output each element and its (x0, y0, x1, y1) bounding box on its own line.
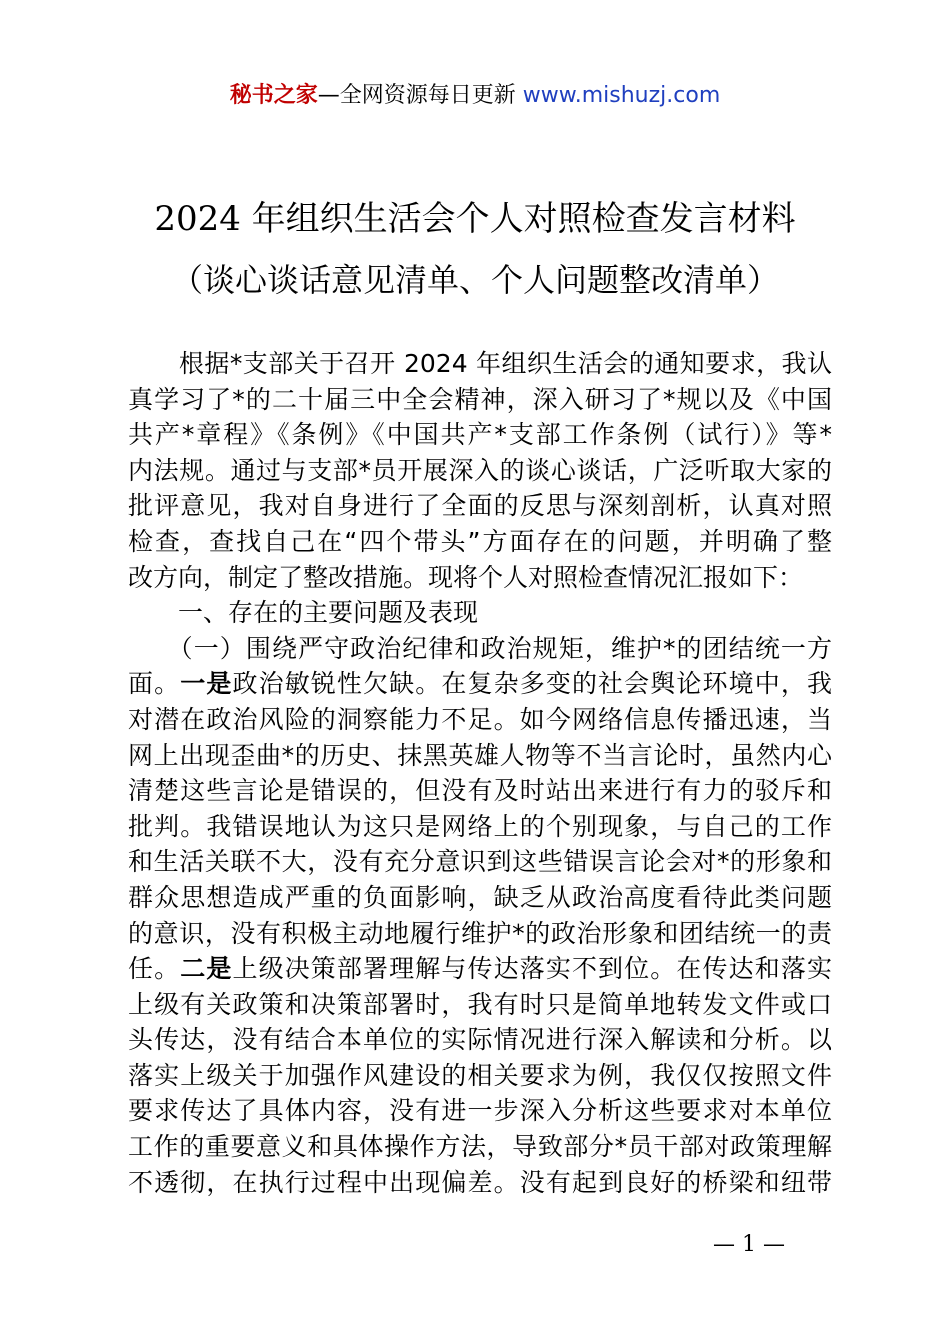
body-line: 真学习了*的二十届三中全会精神，深入研习了*规以及《中国 (128, 384, 832, 414)
body-line: 不透彻，在执行过程中出现偏差。没有起到良好的桥梁和纽带 (128, 1167, 832, 1197)
body-line: 要求传达了具体内容，没有进一步深入分析这些要求对本单位 (128, 1096, 832, 1126)
header-tagline: —全网资源每日更新 (317, 83, 523, 108)
body-line: 网上出现歪曲*的历史、抹黑英雄人物等不当言论时，虽然内心 (128, 740, 832, 770)
body-line: 批判。我错误地认为这只是网络上的个别现象，与自己的工作 (128, 811, 832, 841)
body-line: 对潜在政治风险的洞察能力不足。如今网络信息传播迅速，当 (128, 704, 832, 734)
bold-marker: 一是 (180, 669, 233, 699)
body-text-segment: 面。 (128, 669, 181, 699)
body-line: 工作的重要意义和具体操作方法，导致部分*员干部对政策理解 (128, 1132, 832, 1162)
body-line: 群众思想造成严重的负面影响，缺乏从政治高度看待此类问题 (128, 882, 832, 912)
document-body (128, 346, 832, 1200)
body-line: 上级有关政策和决策部署时，我有时只是简单地转发文件或口 (128, 989, 832, 1019)
body-line: 根据*支部关于召开 2024 年组织生活会的通知要求，我认 (128, 349, 832, 378)
body-line: 和生活关联不大，没有充分意识到这些错误言论会对*的形象和 (128, 847, 832, 877)
body-line: 清楚这些言论是错误的，但没有及时站出来进行有力的驳斥和 (128, 776, 832, 806)
document-title: 2024 年组织生活会个人对照检查发言材料 (154, 199, 796, 239)
body-line (128, 951, 832, 987)
body-line: 的意识，没有积极主动地履行维护*的政治形象和团结统一的责 (128, 918, 832, 948)
body-line: 改方向，制定了整改措施。现将个人对照检查情况汇报如下： (128, 562, 804, 592)
page-number: — 1 — (713, 1232, 785, 1257)
body-line: 批评意见，我对自身进行了全面的反思与深刻剖析，认真对照 (128, 491, 832, 521)
document-subtitle: （谈心谈话意见清单、个人问题整改清单） (170, 261, 779, 299)
body-line: 头传达，没有结合本单位的实际情况进行深入解读和分析。以 (128, 1025, 832, 1055)
bold-marker: 二是 (180, 954, 233, 984)
brand-name: 秘书之家 (229, 83, 318, 108)
body-line: （一）围绕严守政治纪律和政治规矩，维护*的团结统一方 (128, 633, 832, 663)
body-line: 一、存在的主要问题及表现 (128, 598, 479, 628)
site-url-link[interactable]: www.mishuzj.com (522, 83, 721, 108)
body-line: 落实上级关于加强作风建设的相关要求为例，我仅仅按照文件 (128, 1060, 832, 1090)
body-text-segment: 政治敏锐性欠缺。在复杂多变的社会舆论环境中，我 (232, 669, 832, 699)
body-line: 共产*章程》《条例》《中国共产*支部工作条例（试行）》等* (128, 420, 832, 450)
body-line (128, 666, 832, 702)
body-text-segment: 上级决策部署理解与传达落实不到位。在传达和落实 (232, 954, 832, 984)
body-text-segment: 任。 (128, 954, 181, 984)
body-line: 检查，查找自己在“四个带头”方面存在的问题，并明确了整 (128, 526, 832, 556)
header-banner (0, 78, 950, 114)
body-line: 内法规。通过与支部*员开展深入的谈心谈话，广泛听取大家的 (128, 455, 832, 485)
